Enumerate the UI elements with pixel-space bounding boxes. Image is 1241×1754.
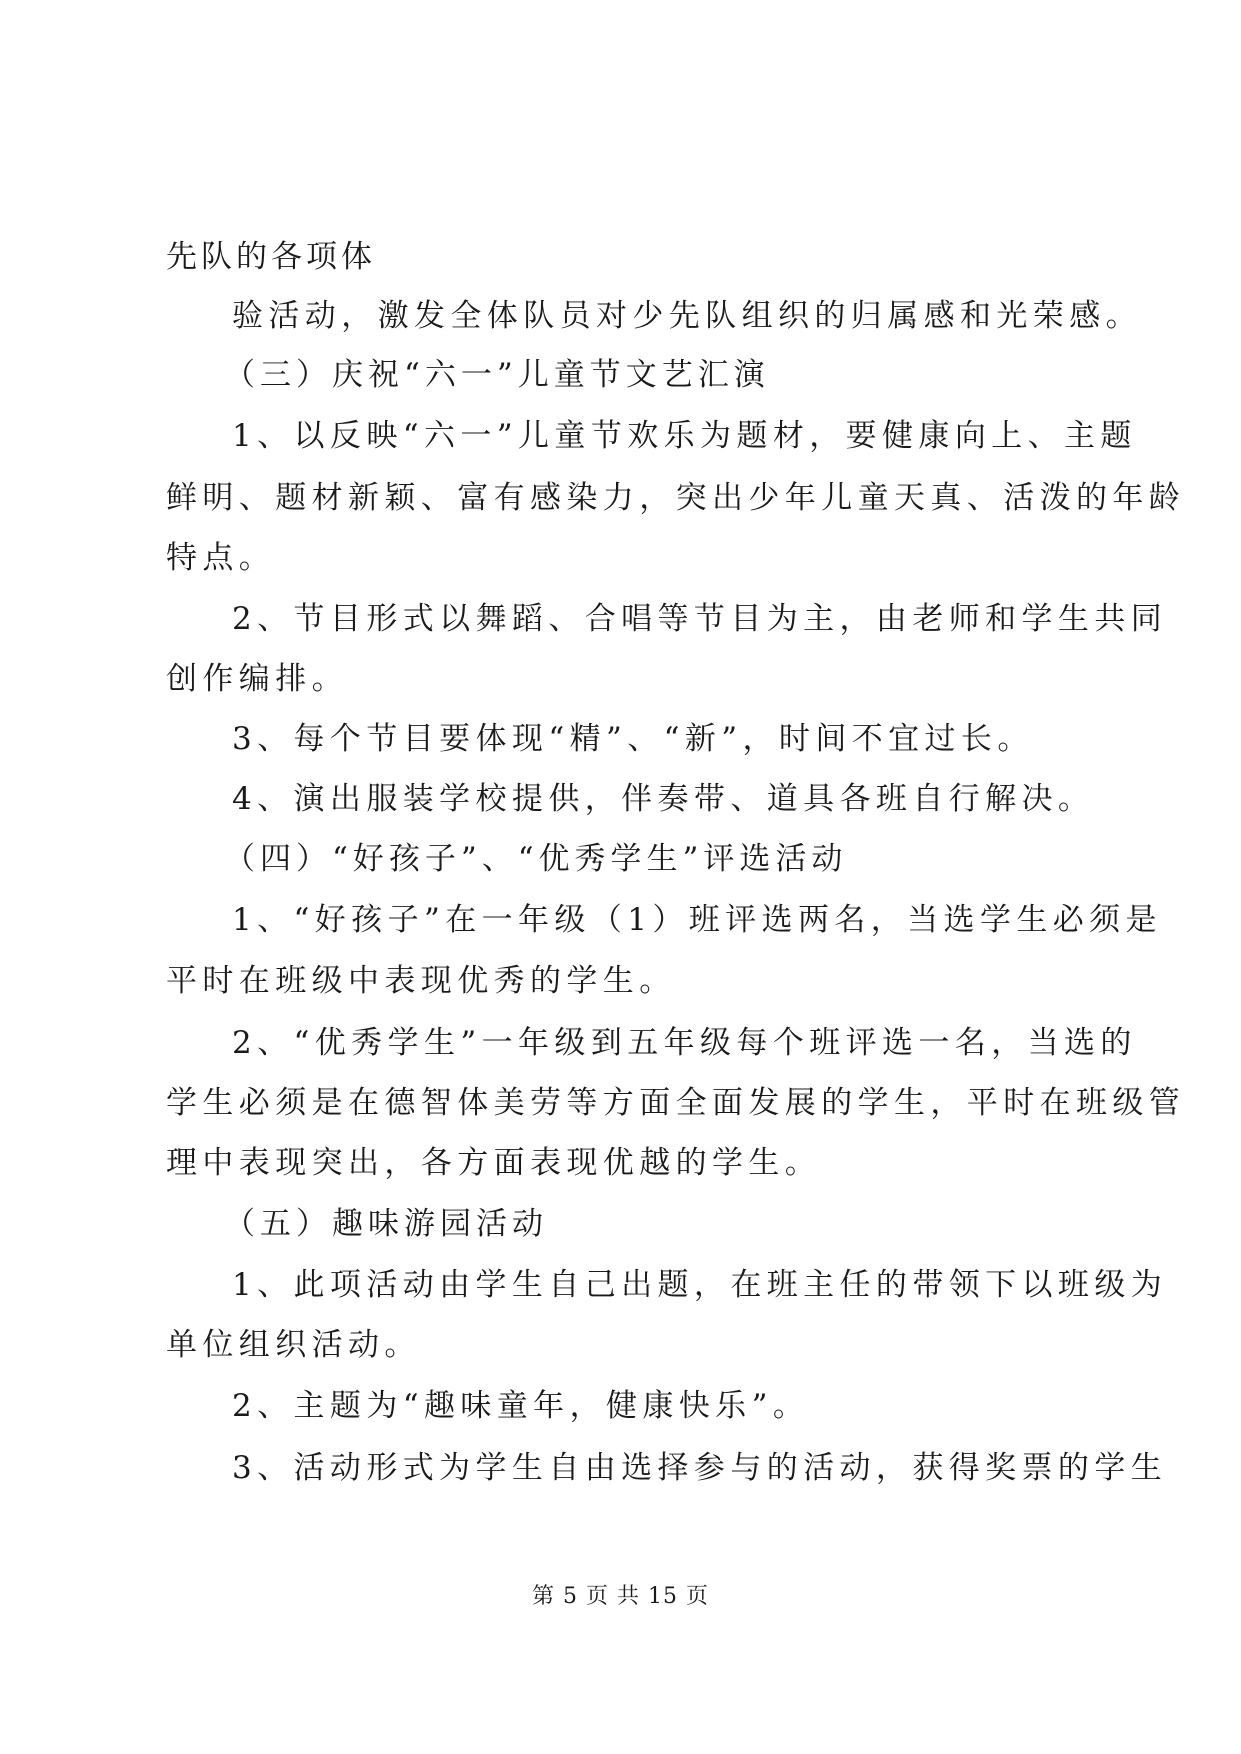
- text-line: 单位组织活动。: [166, 1327, 421, 1363]
- text-line: 特点。: [166, 540, 276, 576]
- text-line: 1、以反映“六一”儿童节欢乐为题材，要健康向上、主题: [232, 418, 1137, 454]
- text-line: 鲜明、题材新颖、富有感染力，突出少年儿童天真、活泼的年龄: [166, 480, 1186, 516]
- text-line: 学生必须是在德智体美劳等方面全面发展的学生，平时在班级管: [166, 1085, 1186, 1121]
- text-line: 4、演出服装学校提供，伴奏带、道具各班自行解决。: [232, 781, 1095, 817]
- text-line: 1、此项活动由学生自己出题，在班主任的带领下以班级为: [232, 1267, 1168, 1303]
- text-line: 理中表现突出，各方面表现优越的学生。: [166, 1145, 822, 1181]
- text-line: 先队的各项体: [166, 239, 376, 275]
- text-line: 3、每个节目要体现“精”、“新”，时间不宜过长。: [232, 721, 1034, 757]
- text-line: 3、活动形式为学生自由选择参与的活动，获得奖票的学生: [232, 1450, 1168, 1486]
- page-number-footer: 第 5 页 共 15 页: [532, 1584, 709, 1609]
- text-line: 2、主题为“趣味童年，健康快乐”。: [232, 1388, 810, 1424]
- section-heading: （三）庆祝“六一”儿童节文艺汇演: [224, 357, 770, 393]
- text-line: 1、“好孩子”在一年级（1）班评选两名，当选学生必须是: [232, 902, 1162, 938]
- text-line: 平时在班级中表现优秀的学生。: [166, 963, 676, 999]
- text-line: 2、“优秀学生”一年级到五年级每个班评选一名，当选的: [232, 1025, 1137, 1061]
- text-line: 验活动，激发全体队员对少先队组织的归属感和光荣感。: [232, 298, 1142, 334]
- text-line: 2、节目形式以舞蹈、合唱等节目为主，由老师和学生共同: [232, 601, 1168, 637]
- section-heading: （四）“好孩子”、“优秀学生”评选活动: [224, 841, 848, 877]
- text-line: 创作编排。: [166, 661, 348, 697]
- section-heading: （五）趣味游园活动: [224, 1206, 548, 1242]
